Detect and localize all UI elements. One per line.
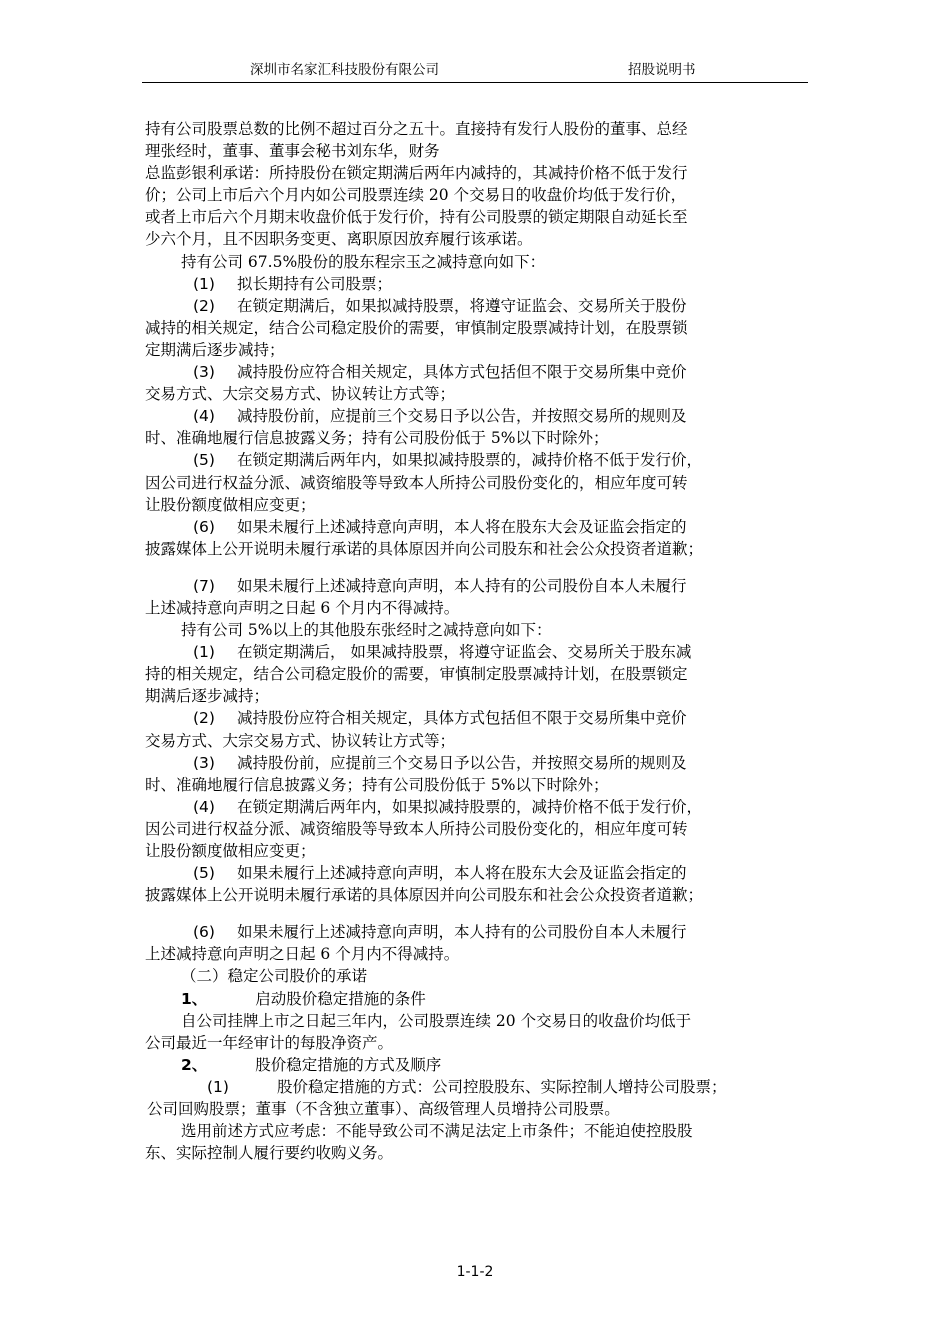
paragraph-line: 上述减持意向声明之日起 6 个月内不得减持。 xyxy=(145,598,460,617)
section-heading: （二）稳定公司股价的承诺 xyxy=(181,967,368,986)
item-number: (3) xyxy=(193,363,215,382)
paragraph-line: 让股份额度做相应变更； xyxy=(145,495,316,514)
paragraph-line: 因公司进行权益分派、减资缩股等导致本人所持公司股份变化的，相应年度可转 xyxy=(145,819,688,838)
paragraph-line: 公司最近一年经审计的每股净资产。 xyxy=(145,1033,394,1052)
list-item xyxy=(145,796,825,818)
heading-text: 股价稳定措施的方式及顺序 xyxy=(255,1055,442,1074)
item-text: 在锁定期满后两年内，如果拟减持股票的，减持价格不低于发行价， xyxy=(236,797,702,816)
heading-number: 1、 xyxy=(181,989,208,1008)
paragraph-line: 交易方式、大宗交易方式、协议转让方式等； xyxy=(145,385,456,404)
item-number: (7) xyxy=(193,576,215,595)
paragraph-line: 持有公司 5%以上的其他股东张经时之减持意向如下： xyxy=(181,621,552,640)
item-text: 在锁定期满后， 如果减持股票，将遵守证监会、交易所关于股东减 xyxy=(236,643,692,662)
paragraph-line: 持的相关规定，结合公司稳定股价的需要，审慎制定股票减持计划，在股票锁定 xyxy=(145,665,688,684)
item-text: 拟长期持有公司股票； xyxy=(236,274,392,293)
page-number: 1-1-2 xyxy=(456,1264,494,1280)
item-number: (2) xyxy=(193,709,215,728)
item-text: 减持股份前，应提前三个交易日予以公告，并按照交易所的规则及 xyxy=(236,407,687,426)
list-item xyxy=(145,405,825,427)
item-text: 如果未履行上述减持意向声明，本人持有的公司股份自本人未履行 xyxy=(236,576,687,595)
paragraph-line: 时、准确地履行信息披露义务；持有公司股份低于 5%以下时除外； xyxy=(145,429,609,448)
paragraph-line: 时、准确地履行信息披露义务；持有公司股份低于 5%以下时除外； xyxy=(145,775,609,794)
list-item xyxy=(145,862,825,884)
paragraph-line: 期满后逐步减持； xyxy=(145,687,270,706)
list-item xyxy=(145,707,825,729)
list-item xyxy=(145,641,825,663)
item-number: (1) xyxy=(193,643,215,662)
paragraph-line: 总监彭银利承诺：所持股份在锁定期满后两年内减持的，其减持价格不低于发行 xyxy=(145,164,688,183)
item-number: (3) xyxy=(193,753,215,772)
paragraph-line: 因公司进行权益分派、减资缩股等导致本人所持公司股份变化的，相应年度可转 xyxy=(145,473,688,492)
document-title: 招股说明书 xyxy=(628,62,696,78)
paragraph-line: 上述减持意向声明之日起 6 个月内不得减持。 xyxy=(145,945,460,964)
subsection-heading xyxy=(145,1054,825,1076)
list-item xyxy=(145,449,825,471)
paragraph-line: 持有公司 67.5%股份的股东程宗玉之减持意向如下： xyxy=(181,252,546,271)
paragraph-line: 持有公司股票总数的比例不超过百分之五十。直接持有发行人股份的董事、总经 xyxy=(145,120,688,138)
paragraph-line: 披露媒体上公开说明未履行承诺的具体原因并向公司股东和社会公众投资者道歉； xyxy=(145,886,704,905)
item-number: (4) xyxy=(193,407,215,426)
list-item xyxy=(145,295,825,317)
paragraph-line: 东、实际控制人履行要约收购义务。 xyxy=(145,1144,394,1163)
paragraph-line: 价；公司上市后六个月内如公司股票连续 20 个交易日的收盘价均低于发行价， xyxy=(145,186,687,205)
item-text: 在锁定期满后两年内，如果拟减持股票的，减持价格不低于发行价， xyxy=(236,451,702,470)
paragraph-line: 减持的相关规定，结合公司稳定股价的需要，审慎制定股票减持计划，在股票锁 xyxy=(145,318,688,337)
paragraph-line: 少六个月，且不因职务变更、离职原因放弃履行该承诺。 xyxy=(145,230,533,249)
document-body xyxy=(145,118,825,1164)
item-number: (1) xyxy=(193,274,215,293)
item-text: 减持股份前，应提前三个交易日予以公告，并按照交易所的规则及 xyxy=(236,753,687,772)
list-item xyxy=(145,752,825,774)
list-item xyxy=(145,1076,825,1098)
item-number: (4) xyxy=(193,797,215,816)
item-number: (2) xyxy=(193,296,215,315)
item-text: 如果未履行上述减持意向声明，本人持有的公司股份自本人未履行 xyxy=(236,923,687,942)
paragraph-line: 公司回购股票；董事（不含独立董事）、高级管理人员增持公司股票。 xyxy=(147,1100,620,1119)
item-text: 在锁定期满后，如果拟减持股票，将遵守证监会、交易所关于股份 xyxy=(236,296,687,315)
list-item xyxy=(145,575,825,597)
item-text: 减持股份应符合相关规定，具体方式包括但不限于交易所集中竞价 xyxy=(236,709,687,728)
heading-text: 启动股价稳定措施的条件 xyxy=(255,989,426,1008)
paragraph-line: 理张经时，董事、董事会秘书刘东华，财务 xyxy=(145,142,440,161)
item-number: (6) xyxy=(193,517,215,536)
item-text: 如果未履行上述减持意向声明，本人将在股东大会及证监会指定的 xyxy=(236,517,687,536)
paragraph-line: 选用前述方式应考虑：不能导致公司不满足法定上市条件；不能迫使控股股 xyxy=(181,1122,693,1141)
paragraph-line: 定期满后逐步减持； xyxy=(145,340,285,359)
list-item xyxy=(145,273,825,295)
list-item xyxy=(145,361,825,383)
page-header xyxy=(142,54,808,83)
item-text: 如果未履行上述减持意向声明，本人将在股东大会及证监会指定的 xyxy=(236,864,687,883)
paragraph-line: 让股份额度做相应变更； xyxy=(145,842,316,860)
list-item xyxy=(145,921,825,943)
item-text: 减持股份应符合相关规定，具体方式包括但不限于交易所集中竞价 xyxy=(236,363,687,382)
list-item xyxy=(145,516,825,538)
item-number: (6) xyxy=(193,923,215,942)
paragraph-line: 披露媒体上公开说明未履行承诺的具体原因并向公司股东和社会公众投资者道歉； xyxy=(145,539,704,558)
item-text: 股价稳定措施的方式：公司控股股东、实际控制人增持公司股票； xyxy=(276,1077,727,1096)
item-number: (5) xyxy=(193,864,215,883)
paragraph-line: 自公司挂牌上市之日起三年内，公司股票连续 20 个交易日的收盘价均低于 xyxy=(181,1011,692,1030)
company-name: 深圳市名家汇科技股份有限公司 xyxy=(250,62,439,78)
subsection-heading xyxy=(145,988,825,1010)
item-number: (5) xyxy=(193,451,215,470)
paragraph-line: 或者上市后六个月期末收盘价低于发行价，持有公司股票的锁定期限自动延长至 xyxy=(145,208,688,227)
paragraph-line: 交易方式、大宗交易方式、协议转让方式等； xyxy=(145,731,456,750)
heading-number: 2、 xyxy=(181,1055,208,1074)
item-number: (1) xyxy=(207,1077,229,1096)
